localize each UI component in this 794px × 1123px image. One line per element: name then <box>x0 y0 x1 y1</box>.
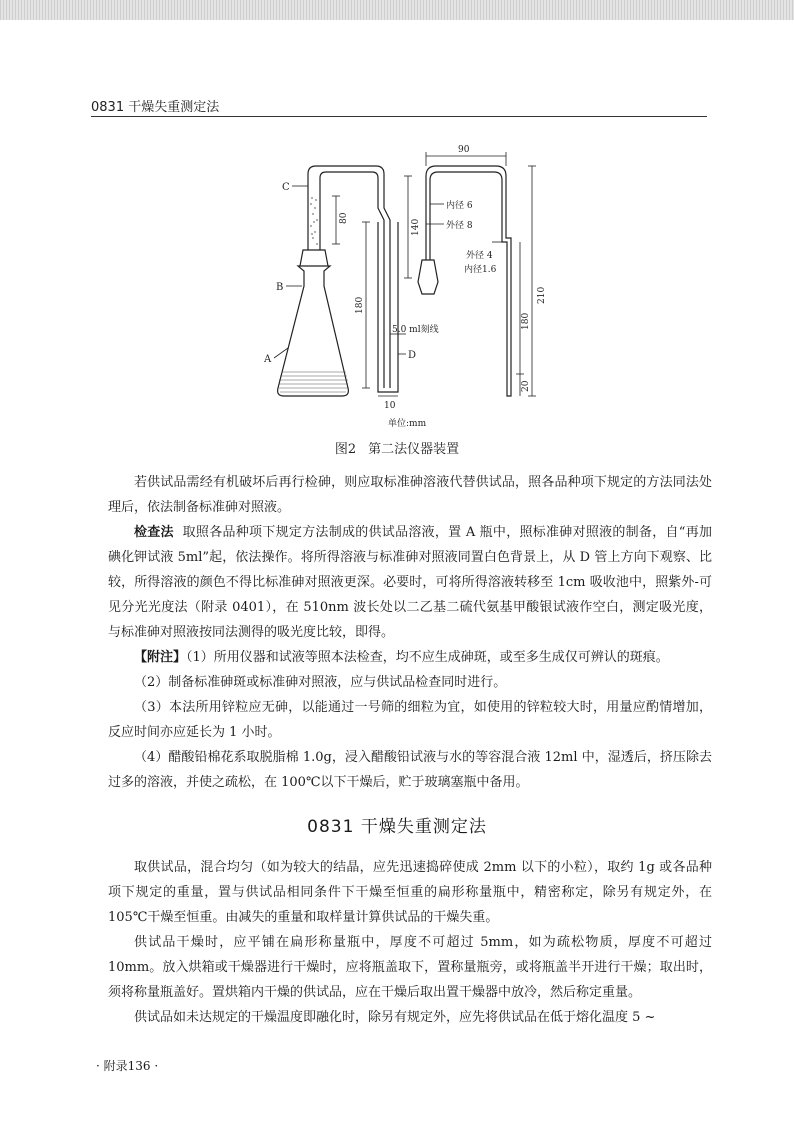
label-dim-180-right: 180 <box>521 312 531 330</box>
stopper-b <box>300 250 328 266</box>
paragraph: 若供试品需经有机破坏后再行检砷，则应取标准砷溶液代替供试品，照各品种项下规定的方法同法处理后，依法制备标准砷对照液。 <box>108 475 712 515</box>
label-inner-6: 内径 6 <box>446 201 473 211</box>
body-text-upper <box>108 470 712 795</box>
label-inner-1-6: 内径1.6 <box>464 265 497 275</box>
body-text-lower <box>108 855 712 1030</box>
check-method-lead: 检查法 <box>134 525 174 540</box>
label-dim-10: 10 <box>384 401 396 411</box>
label-d: D <box>408 350 417 361</box>
section-title: 0831 干燥失重测定法 <box>307 817 487 837</box>
label-dim-180-left: 180 <box>355 296 365 314</box>
check-method-text: 取照各品种项下规定方法制成的供试品溶液，置 A 瓶中，照标准砷对照液的制备，自“再加碘化钾试液 5ml”起，依法操作。将所得溶液与标准砷对照液同置白色背景上，从 D 管上方向下观察、比较，所得溶液的颜色不得比标准砷对照液更深。必要时，可将所得溶液转移至 1cm 吸收池中，照紫外-可见分光光度法（附录 0401），在 510nm 波长处以二乙基二硫代氨基甲酸银试液作空白，测定吸光度，与标准砷对照液按同法测得的吸光度比较，即得。 <box>108 525 712 640</box>
stopper-right <box>418 260 438 294</box>
note-paragraph-1 <box>108 645 712 670</box>
label-dim-90: 90 <box>458 145 470 155</box>
note-item: （2）制备标准砷斑或标准砷对照液，应与供试品检查同时进行。 <box>134 675 507 690</box>
note-item: （4）醋酸铅棉花系取脱脂棉 1.0g，浸入醋酸铅试液与水的等容混合液 12ml 中，湿透后，挤压除去过多的溶液，并使之疏松，在 100℃以下干燥后，贮于玻璃塞瓶中备用。 <box>108 750 712 790</box>
paragraph: 供试品干燥时，应平铺在扁形称量瓶中，厚度不可超过 5mm，如为疏松物质，厚度不可超过 10mm。放入烘箱或干燥器进行干燥时，应将瓶盖取下，置称量瓶旁，或将瓶盖半开进行干燥；取出时，须将称量瓶盖好。置烘箱内干燥的供试品，应在干燥后取出置干燥器中放冷，然后称定重量。 <box>108 935 712 1000</box>
label-unit: 单位:mm <box>388 419 427 429</box>
note-item: （1）所用仪器和试液等照本法检查，均不应生成砷斑，或至多生成仅可辨认的斑痕。 <box>186 650 669 665</box>
header-rule <box>91 116 707 117</box>
label-b: B <box>276 282 284 293</box>
label-outer-4: 外径 4 <box>466 251 493 261</box>
label-dim-80: 80 <box>339 212 349 224</box>
paragraph: 供试品如未达规定的干燥温度即融化时，除另有规定外，应先将供试品在低于熔化温度 5 ~ <box>134 1010 656 1025</box>
flask-a <box>278 266 349 396</box>
label-dim-20: 20 <box>521 380 531 392</box>
notes-lead: 【附注】 <box>134 650 187 665</box>
tube-d <box>378 222 398 392</box>
scan-top-band <box>0 0 794 20</box>
check-method-paragraph <box>108 520 712 645</box>
running-header: 0831 干燥失重测定法 <box>91 100 220 115</box>
label-a: A <box>264 354 272 365</box>
label-c: C <box>282 182 290 193</box>
figure-caption-number: 图2 <box>334 442 357 457</box>
figure-caption-title: 第二法仪器装置 <box>368 442 460 457</box>
label-dim-140: 140 <box>411 218 421 236</box>
label-5ml: 5.0 ml刻线 <box>392 325 439 335</box>
paragraph: 取供试品，混合均匀（如为较大的结晶，应先迅速捣碎使成 2mm 以下的小粒），取约 1g 或各品种项下规定的重量，置与供试品相同条件下干燥至恒重的扁形称量瓶中，精密称定，除另有规定外，在 105℃干燥至恒重。由减失的重量和取样量计算供试品的干燥失重。 <box>108 860 712 925</box>
label-outer-8: 外径 8 <box>446 221 473 231</box>
note-item: （3）本法所用锌粒应无砷，以能通过一号筛的细粒为宜，如使用的锌粒较大时，用量应酌情增加，反应时间亦应延长为 1 小时。 <box>108 700 712 740</box>
figure-caption <box>0 438 794 457</box>
label-dim-210: 210 <box>537 286 547 304</box>
apparatus-figure <box>258 138 558 438</box>
page-number: · 附录136 · <box>96 1059 159 1073</box>
